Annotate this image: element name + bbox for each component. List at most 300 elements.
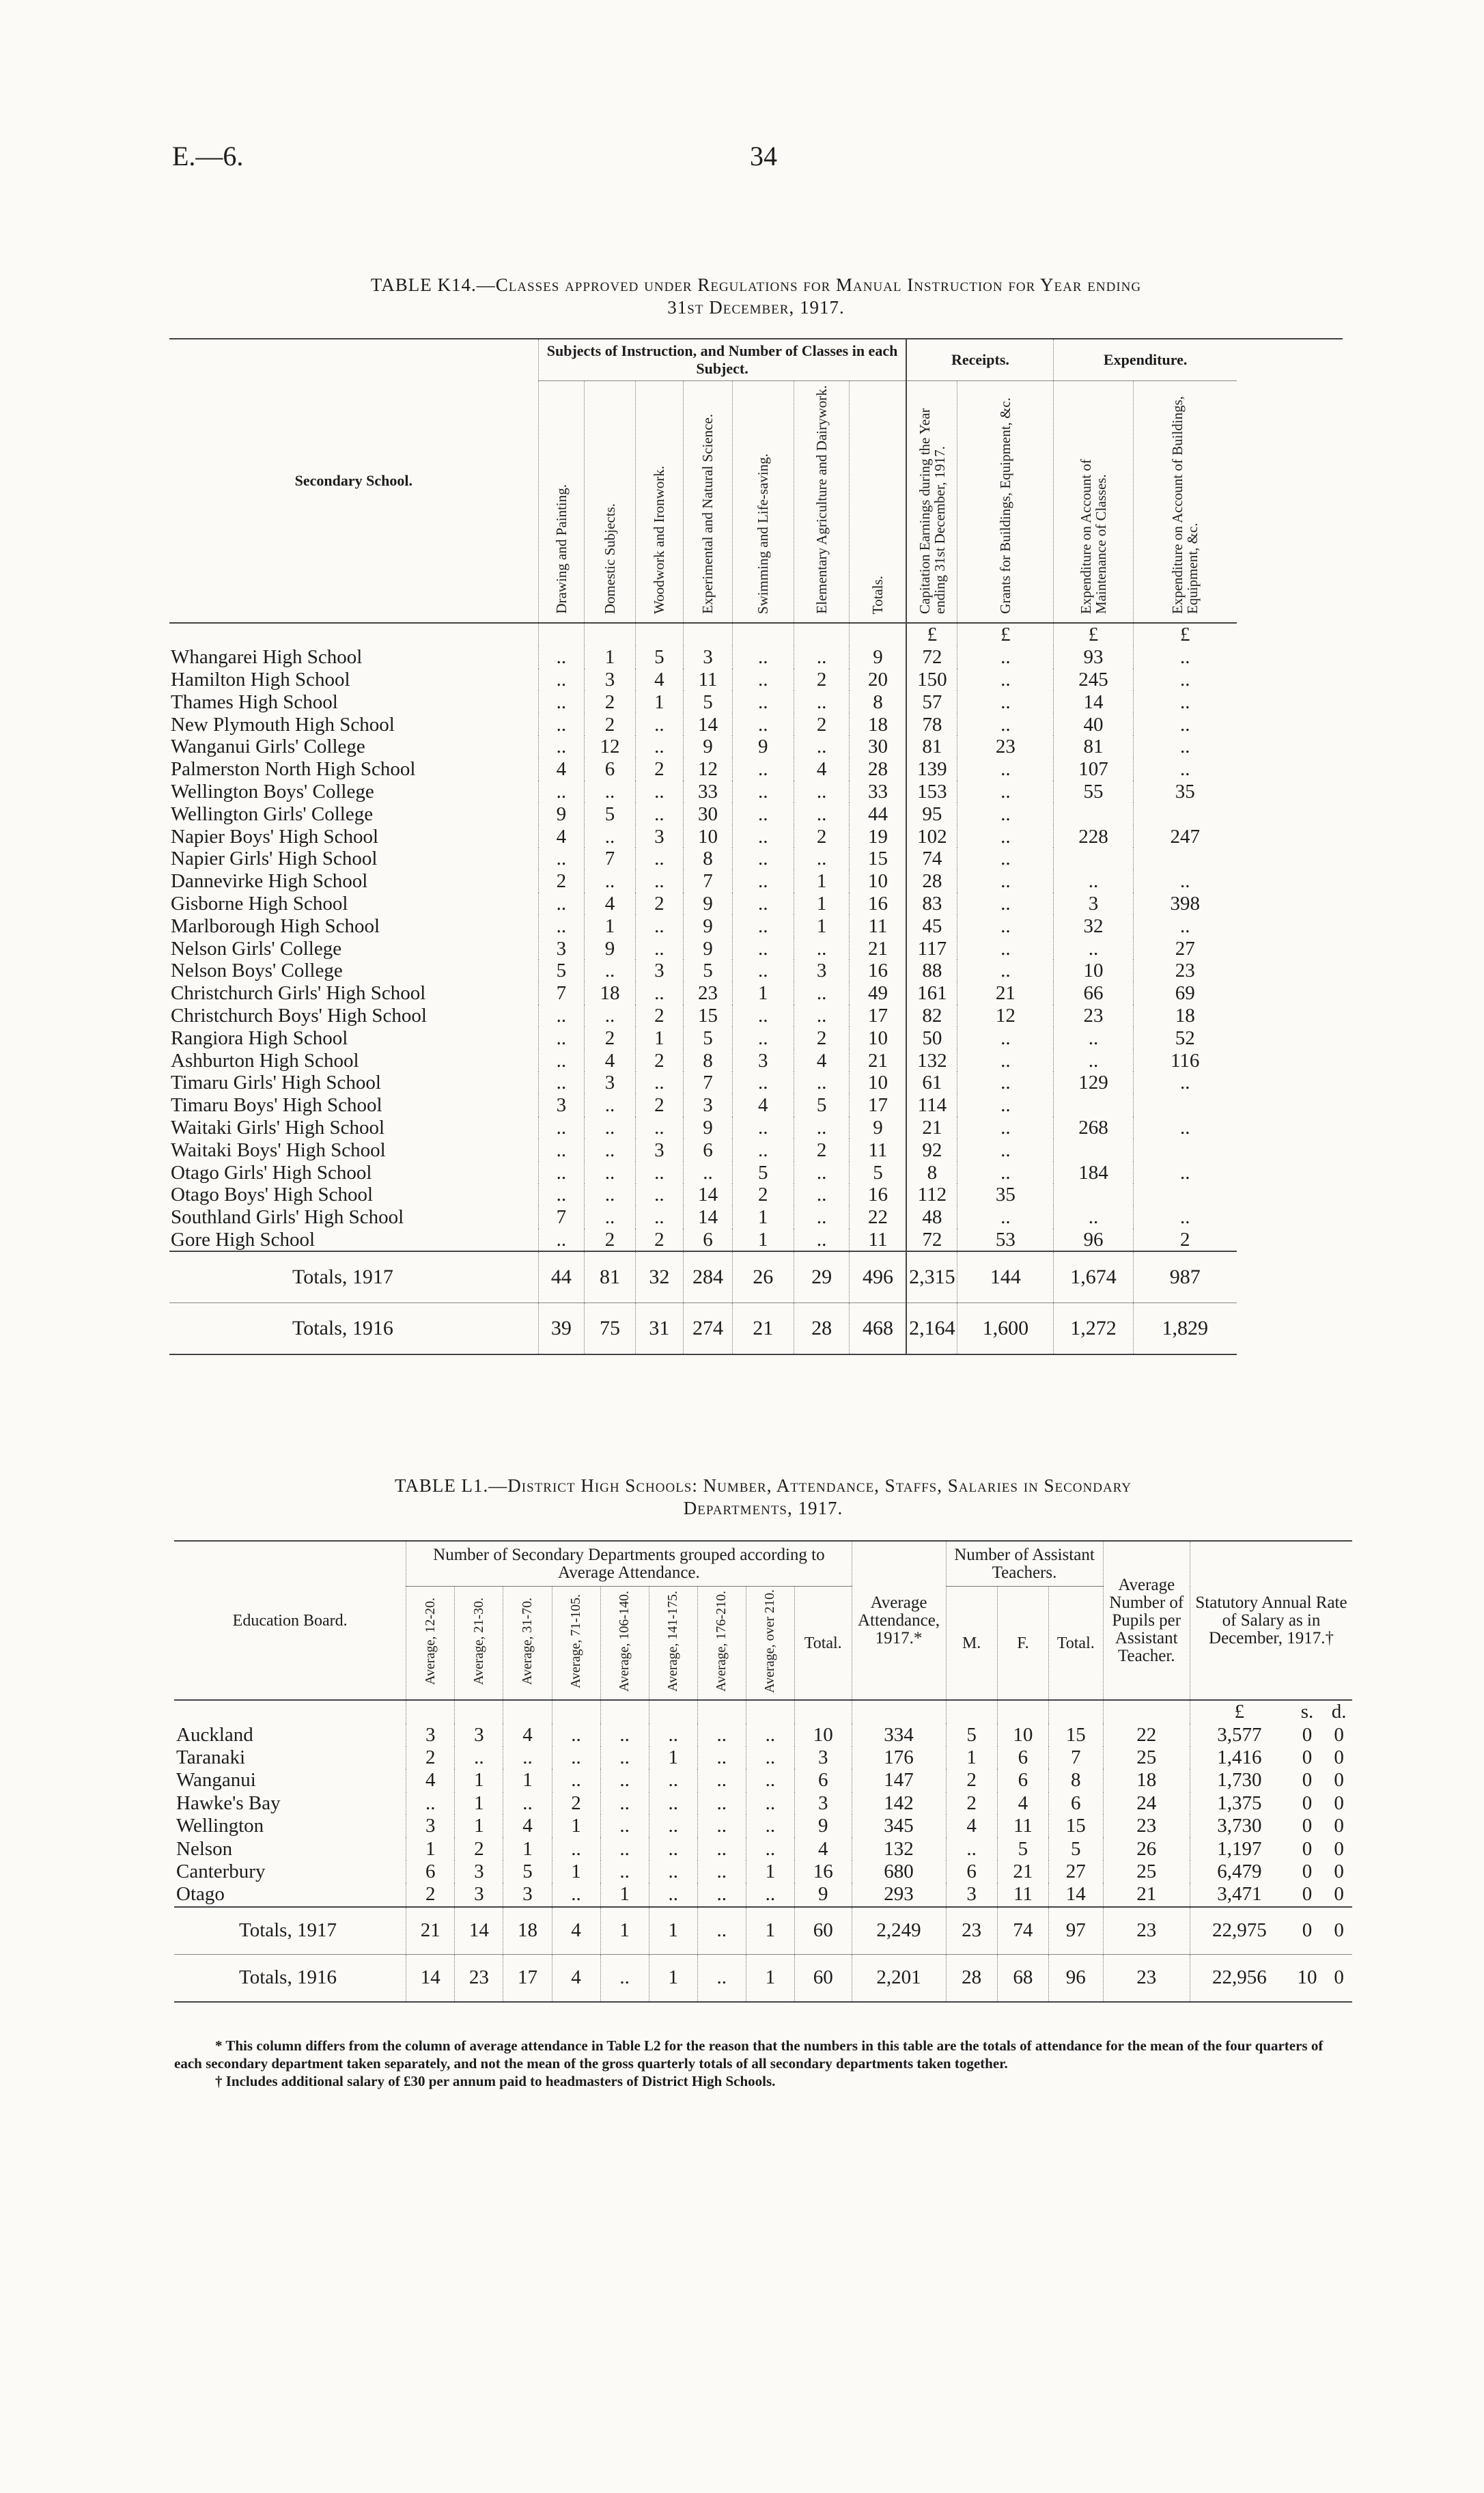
k14-cell: .. xyxy=(1133,713,1237,736)
l1-cell: 3 xyxy=(455,1883,503,1906)
k14-cell: .. xyxy=(957,1049,1054,1072)
k14-row xyxy=(169,736,1343,758)
l1-board-name: Otago xyxy=(176,1883,225,1906)
k14-cell: .. xyxy=(794,736,850,758)
l1-total-cell: 97 xyxy=(1049,1907,1103,1955)
k14-cell: 21 xyxy=(906,1117,957,1139)
k14-cell: 35 xyxy=(957,1184,1054,1206)
k14-school-name: Nelson Boys' College xyxy=(171,960,343,982)
k14-cell: .. xyxy=(957,937,1054,960)
k14-cell: 30 xyxy=(850,736,906,758)
k14-cell: .. xyxy=(732,1139,794,1161)
k14-school-name: Gore High School xyxy=(171,1228,316,1251)
l1-total-cell: 1 xyxy=(649,1907,697,1955)
k14-cell: 21 xyxy=(957,982,1054,1005)
k14-cell: 9 xyxy=(684,893,733,915)
k14-row xyxy=(169,1049,1343,1072)
k14-totals-row xyxy=(169,1303,1343,1355)
k14-cell: .. xyxy=(957,781,1054,803)
k14-cell: 33 xyxy=(850,781,906,803)
l1-totals-row xyxy=(174,1954,1352,2002)
l1-total-cell: 0 xyxy=(1289,1907,1326,1955)
k14-school-name: Wanganui Girls' College xyxy=(171,736,365,758)
footnote-salary: † Includes additional salary of £30 per annum paid to headmasters of District High Schools. xyxy=(215,2073,776,2089)
k14-cell: 112 xyxy=(906,1184,957,1206)
l1-title-line2: Departments, 1917. xyxy=(683,1498,843,1518)
k14-total-cell: 21 xyxy=(732,1303,794,1355)
k14-school-name: New Plymouth High School xyxy=(171,713,395,736)
k14-cell xyxy=(1054,1139,1133,1161)
k14-cell: 10 xyxy=(850,1027,906,1049)
k14-cell: .. xyxy=(585,1094,636,1117)
l1-cell: 1 xyxy=(552,1861,600,1883)
k14-cell: .. xyxy=(538,893,585,915)
l1-cell: 5 xyxy=(503,1861,552,1883)
l1-cell: 3 xyxy=(794,1746,852,1769)
k14-cell: .. xyxy=(732,713,794,736)
l1-cell: 16 xyxy=(794,1861,852,1883)
k14-cell: .. xyxy=(538,915,585,937)
l1-cell: .. xyxy=(697,1723,746,1746)
k14-cell xyxy=(1054,848,1133,870)
k14-cell: .. xyxy=(794,1005,850,1027)
k14-cell: 3 xyxy=(684,1094,733,1117)
k14-col-agriculture: Elementary Agriculture and Dairywork. xyxy=(813,385,830,614)
k14-cell: .. xyxy=(635,1117,683,1139)
k14-cell: 4 xyxy=(538,758,585,781)
k14-cell: 48 xyxy=(906,1206,957,1229)
l1-cell: 0 xyxy=(1302,1769,1313,1792)
k14-cell: .. xyxy=(957,669,1054,691)
k14-school-name: Hamilton High School xyxy=(171,668,350,691)
k14-cell: .. xyxy=(732,960,794,982)
k14-row xyxy=(169,669,1343,691)
l1-row xyxy=(174,1792,1352,1815)
k14-cell: 1 xyxy=(732,1229,794,1252)
l1-cell: 9 xyxy=(794,1815,852,1837)
k14-cell: .. xyxy=(957,915,1054,937)
k14-cell: 1 xyxy=(732,982,794,1005)
l1-cell: 24 xyxy=(1103,1792,1190,1815)
k14-cell: .. xyxy=(1133,646,1237,669)
l1-cell: 1,197 xyxy=(1190,1837,1289,1860)
k14-cell: 153 xyxy=(906,781,957,803)
k14-cell: .. xyxy=(538,1027,585,1049)
l1-cell: .. xyxy=(649,1837,697,1860)
k14-cell: .. xyxy=(957,1206,1054,1229)
l1-total-cell: 14 xyxy=(455,1907,503,1955)
k14-cell: .. xyxy=(732,870,794,893)
l1-cell: 0 xyxy=(1334,1746,1344,1768)
k14-cell: 2 xyxy=(635,1094,683,1117)
l1-cell: 3 xyxy=(455,1861,503,1883)
k14-total-cell: 75 xyxy=(585,1303,636,1355)
k14-cell: .. xyxy=(635,803,683,825)
k14-school-name: Christchurch Boys' High School xyxy=(171,1004,427,1027)
k14-cell: .. xyxy=(538,669,585,691)
k14-cell: .. xyxy=(1054,1027,1133,1049)
k14-cell: 5 xyxy=(684,960,733,982)
k14-cell: 33 xyxy=(684,781,733,803)
k14-cell: 2 xyxy=(635,893,683,915)
k14-cell: .. xyxy=(538,1161,585,1184)
k14-cell: 18 xyxy=(585,982,636,1005)
l1-cell: 27 xyxy=(1049,1861,1103,1883)
l1-col-avg-106-140: Average, 106-140. xyxy=(617,1591,632,1692)
l1-cell: 3,577 xyxy=(1190,1723,1289,1746)
k14-cell: 5 xyxy=(732,1161,794,1184)
k14-cell: 2 xyxy=(732,1184,794,1206)
k14-cell: 228 xyxy=(1054,825,1133,848)
k14-cell: .. xyxy=(732,781,794,803)
l1-cell: 0 xyxy=(1302,1883,1313,1906)
l1-cell: 2 xyxy=(455,1837,503,1860)
l1-cell: 4 xyxy=(503,1723,552,1746)
l1-total-cell: 2,249 xyxy=(852,1907,946,1955)
k14-totals-label: Totals, 1917 xyxy=(169,1251,538,1303)
k14-row xyxy=(169,1005,1343,1027)
l1-units-blank xyxy=(997,1700,1048,1723)
k14-cell: .. xyxy=(957,1139,1054,1161)
k14-cell: 10 xyxy=(850,1072,906,1094)
k14-cell: .. xyxy=(585,1161,636,1184)
k14-total-cell: 2,315 xyxy=(906,1251,957,1303)
l1-total-cell: 1 xyxy=(600,1907,649,1955)
k14-cell: .. xyxy=(538,1117,585,1139)
k14-cell: 83 xyxy=(906,893,957,915)
k14-cell: .. xyxy=(957,1094,1054,1117)
k14-cell: .. xyxy=(635,713,683,736)
k14-cell: .. xyxy=(732,915,794,937)
l1-totals-label: Totals, 1916 xyxy=(174,1954,406,2002)
k14-row xyxy=(169,713,1343,736)
k14-cell: .. xyxy=(732,758,794,781)
k14-cell: .. xyxy=(538,1139,585,1161)
l1-total-cell: .. xyxy=(697,1907,746,1955)
k14-row xyxy=(169,870,1343,893)
k14-cell: 8 xyxy=(906,1161,957,1184)
k14-cell: .. xyxy=(1054,1049,1133,1072)
k14-cell xyxy=(1054,803,1133,825)
l1-cell: 6,479 xyxy=(1190,1861,1289,1883)
k14-cell: 32 xyxy=(1054,915,1133,937)
k14-school-name: Otago Girls' High School xyxy=(171,1161,372,1184)
k14-cell: 5 xyxy=(684,691,733,713)
l1-units-blank xyxy=(174,1700,406,1723)
k14-row xyxy=(169,758,1343,781)
l1-cell: 142 xyxy=(852,1792,946,1815)
l1-cell: .. xyxy=(746,1769,794,1792)
l1-cell: 3 xyxy=(946,1883,997,1906)
k14-cell: 52 xyxy=(1133,1027,1237,1049)
l1-total-cell: 23 xyxy=(455,1954,503,2002)
k14-cell: 4 xyxy=(732,1094,794,1117)
k14-cell: 7 xyxy=(585,848,636,870)
k14-cell: .. xyxy=(538,691,585,713)
k14-cell: 95 xyxy=(906,803,957,825)
l1-row xyxy=(174,1861,1352,1883)
k14-cell: .. xyxy=(1133,1117,1237,1139)
k14-school-name: Timaru Girls' High School xyxy=(171,1072,381,1094)
l1-cell: .. xyxy=(552,1746,600,1769)
k14-cell: .. xyxy=(635,1072,683,1094)
l1-cell: 0 xyxy=(1334,1723,1344,1746)
l1-cell: 0 xyxy=(1334,1769,1344,1792)
k14-school-name: Thames High School xyxy=(171,691,338,713)
k14-cell: .. xyxy=(732,1072,794,1094)
k14-cell: .. xyxy=(732,893,794,915)
k14-cell: 184 xyxy=(1054,1161,1133,1184)
l1-total-cell: 21 xyxy=(406,1907,455,1955)
l1-total-cell: 18 xyxy=(503,1907,552,1955)
k14-cell: .. xyxy=(794,1206,850,1229)
l1-cell: .. xyxy=(600,1861,649,1883)
l1-cell: 3 xyxy=(794,1792,852,1815)
k14-row xyxy=(169,781,1343,803)
k14-cell: 2 xyxy=(585,1229,636,1252)
l1-col-avg-141-175: Average, 141-175. xyxy=(665,1591,681,1692)
k14-cell: .. xyxy=(957,758,1054,781)
k14-row xyxy=(169,960,1343,982)
k14-cell: 11 xyxy=(850,1229,906,1252)
l1-col-avg-over-210: Average, over 210. xyxy=(762,1589,778,1693)
l1-cell: .. xyxy=(455,1746,503,1769)
k14-cell: 1 xyxy=(585,646,636,669)
l1-cell: 7 xyxy=(1049,1746,1103,1769)
l1-cell: 5 xyxy=(946,1723,997,1746)
k14-row xyxy=(169,803,1343,825)
k14-cell: .. xyxy=(732,646,794,669)
k14-total-cell: 31 xyxy=(635,1303,683,1355)
k14-cell: 3 xyxy=(538,1094,585,1117)
k14-cell: 12 xyxy=(957,1005,1054,1027)
l1-header-departments: Number of Secondary Departments grouped according to Average Attendance. xyxy=(406,1541,852,1587)
k14-school-name: Napier Boys' High School xyxy=(171,825,379,848)
k14-cell: 55 xyxy=(1054,781,1133,803)
l1-cell: 1 xyxy=(455,1815,503,1837)
k14-cell: .. xyxy=(585,1117,636,1139)
l1-total-cell: 60 xyxy=(794,1907,852,1955)
k14-cell: 49 xyxy=(850,982,906,1005)
k14-cell: .. xyxy=(538,736,585,758)
k14-row xyxy=(169,1206,1343,1229)
k14-cell: .. xyxy=(635,848,683,870)
k14-cell: .. xyxy=(585,1184,636,1206)
l1-cell: 8 xyxy=(1049,1769,1103,1792)
l1-cell: 0 xyxy=(1302,1792,1313,1814)
k14-cell: 9 xyxy=(684,1117,733,1139)
l1-cell: 3 xyxy=(455,1723,503,1746)
k14-cell: .. xyxy=(1133,1161,1237,1184)
l1-cell: 1 xyxy=(649,1746,697,1769)
k14-cell: .. xyxy=(538,646,585,669)
k14-cell: .. xyxy=(957,893,1054,915)
l1-total-cell: 22,975 xyxy=(1190,1907,1289,1955)
l1-cell: 6 xyxy=(406,1861,455,1883)
l1-salary-unit: s. xyxy=(1300,1701,1314,1723)
k14-cell: .. xyxy=(732,1005,794,1027)
k14-cell: 139 xyxy=(906,758,957,781)
k14-row xyxy=(169,646,1343,669)
k14-cell: 245 xyxy=(1054,669,1133,691)
l1-total-cell: 23 xyxy=(1103,1954,1190,2002)
k14-cell: 44 xyxy=(850,803,906,825)
l1-cell: .. xyxy=(552,1723,600,1746)
k14-cell: 28 xyxy=(850,758,906,781)
k14-cell: .. xyxy=(635,937,683,960)
k14-cell: .. xyxy=(635,1206,683,1229)
k14-school-name: Nelson Girls' College xyxy=(171,937,342,960)
k14-cell: 35 xyxy=(1133,781,1237,803)
l1-cell: 0 xyxy=(1334,1860,1344,1882)
k14-cell: .. xyxy=(1054,937,1133,960)
k14-cell xyxy=(1133,1184,1237,1206)
k14-cell: 3 xyxy=(538,937,585,960)
l1-cell: 6 xyxy=(997,1746,1048,1769)
l1-cell: 6 xyxy=(997,1769,1048,1792)
k14-header-expenditure: Expenditure. xyxy=(1054,339,1237,381)
l1-col-avg-21-30: Average, 21-30. xyxy=(471,1598,486,1685)
k14-cell: 2 xyxy=(635,1229,683,1252)
l1-row xyxy=(174,1746,1352,1769)
k14-cell: 8 xyxy=(850,691,906,713)
k14-cell: 2 xyxy=(635,1049,683,1072)
l1-totals-label: Totals, 1917 xyxy=(174,1907,406,1955)
l1-cell: 1 xyxy=(455,1769,503,1792)
k14-cell: 14 xyxy=(684,713,733,736)
k14-cell: 2 xyxy=(538,870,585,893)
k14-school-name: Wellington Boys' College xyxy=(171,780,374,803)
k14-cell: 116 xyxy=(1133,1049,1237,1072)
k14-cell: 12 xyxy=(684,758,733,781)
page-header-code: E.—6. xyxy=(172,141,244,171)
l1-col-avg-12-20: Average, 12-20. xyxy=(422,1598,438,1685)
l1-cell: .. xyxy=(649,1861,697,1883)
l1-table xyxy=(174,1540,1352,2003)
k14-cell: .. xyxy=(957,1161,1054,1184)
k14-cell: .. xyxy=(538,1049,585,1072)
k14-cell: 22 xyxy=(850,1206,906,1229)
k14-cell xyxy=(1133,848,1237,870)
k14-cell: .. xyxy=(1133,870,1237,893)
k14-cell: .. xyxy=(538,848,585,870)
k14-cell: .. xyxy=(538,713,585,736)
k14-cell: .. xyxy=(1133,915,1237,937)
k14-unit-cell: £ xyxy=(906,623,957,646)
l1-cell: .. xyxy=(649,1815,697,1837)
l1-cell: .. xyxy=(746,1837,794,1860)
l1-cell: 1 xyxy=(455,1792,503,1815)
l1-cell: 6 xyxy=(794,1769,852,1792)
l1-row xyxy=(174,1837,1352,1860)
l1-cell: .. xyxy=(697,1837,746,1860)
l1-cell: 5 xyxy=(997,1837,1048,1860)
k14-cell: 247 xyxy=(1133,825,1237,848)
k14-cell: 5 xyxy=(794,1094,850,1117)
k14-cell: .. xyxy=(585,825,636,848)
k14-school-name: Otago Boys' High School xyxy=(171,1184,374,1206)
k14-cell: .. xyxy=(957,1027,1054,1049)
k14-cell: 23 xyxy=(1054,1005,1133,1027)
l1-header-board: Education Board. xyxy=(174,1541,406,1700)
k14-cell: .. xyxy=(957,870,1054,893)
k14-cell: 96 xyxy=(1054,1229,1133,1252)
k14-col-swimming: Swimming and Life-saving. xyxy=(755,453,772,614)
k14-row xyxy=(169,1027,1343,1049)
k14-cell: 17 xyxy=(850,1005,906,1027)
l1-cell: 21 xyxy=(1103,1883,1190,1906)
k14-cell: .. xyxy=(732,848,794,870)
l1-total-cell: 4 xyxy=(552,1954,600,2002)
k14-cell: .. xyxy=(585,781,636,803)
k14-cell: .. xyxy=(732,937,794,960)
l1-total-cell: .. xyxy=(697,1954,746,2002)
k14-cell: 45 xyxy=(906,915,957,937)
k14-cell: .. xyxy=(957,1117,1054,1139)
k14-cell: .. xyxy=(794,1117,850,1139)
l1-cell: 25 xyxy=(1103,1746,1190,1769)
l1-cell: .. xyxy=(697,1746,746,1769)
l1-cell: 23 xyxy=(1103,1815,1190,1837)
l1-cell: 10 xyxy=(997,1723,1048,1746)
l1-cell: .. xyxy=(697,1883,746,1906)
l1-board-name: Wanganui xyxy=(176,1769,256,1792)
k14-unit-cell xyxy=(684,623,733,646)
k14-col-grants: Grants for Buildings, Equipment, &c. xyxy=(997,398,1014,614)
k14-cell: .. xyxy=(794,1184,850,1206)
k14-col-science: Experimental and Natural Science. xyxy=(699,414,716,614)
k14-cell: 72 xyxy=(906,1229,957,1252)
k14-row xyxy=(169,1161,1343,1184)
k14-cell: 5 xyxy=(684,1027,733,1049)
l1-header-assistant-teachers: Number of Assistant Teachers. xyxy=(946,1541,1103,1587)
k14-cell: 1 xyxy=(794,870,850,893)
k14-totals-row xyxy=(169,1251,1343,1303)
l1-board-name: Nelson xyxy=(176,1837,233,1860)
l1-cell: 3 xyxy=(503,1883,552,1906)
k14-col-drawing: Drawing and Painting. xyxy=(552,484,570,614)
k14-cell: 11 xyxy=(684,669,733,691)
k14-unit-cell xyxy=(538,623,585,646)
k14-cell: 129 xyxy=(1054,1072,1133,1094)
l1-cell: .. xyxy=(946,1837,997,1860)
k14-cell: .. xyxy=(957,803,1054,825)
k14-cell: 1 xyxy=(794,893,850,915)
l1-cell: 0 xyxy=(1334,1837,1344,1860)
k14-cell: 9 xyxy=(684,736,733,758)
k14-cell: .. xyxy=(732,1027,794,1049)
k14-row xyxy=(169,1184,1343,1206)
k14-cell: 3 xyxy=(684,646,733,669)
k14-total-cell: 44 xyxy=(538,1251,585,1303)
k14-school-name: Rangiora High School xyxy=(171,1027,348,1049)
l1-cell: 1 xyxy=(503,1769,552,1792)
k14-row xyxy=(169,1229,1343,1252)
l1-cell: .. xyxy=(503,1746,552,1769)
k14-cell: 150 xyxy=(906,669,957,691)
k14-cell: .. xyxy=(794,1072,850,1094)
l1-units-blank xyxy=(503,1700,552,1723)
l1-col-avg-176-210: Average, 176-210. xyxy=(714,1591,729,1692)
k14-cell: 14 xyxy=(1054,691,1133,713)
l1-col-male: M. xyxy=(946,1587,997,1701)
k14-title-line1: TABLE K14.—Classes approved under Regulations for Manual Instruction for Year ending xyxy=(370,275,1142,295)
k14-school-name: Southland Girls' High School xyxy=(171,1206,404,1229)
l1-cell: .. xyxy=(697,1792,746,1815)
l1-board-name: Canterbury xyxy=(176,1860,266,1882)
k14-row xyxy=(169,893,1343,915)
l1-cell: 0 xyxy=(1302,1860,1313,1882)
